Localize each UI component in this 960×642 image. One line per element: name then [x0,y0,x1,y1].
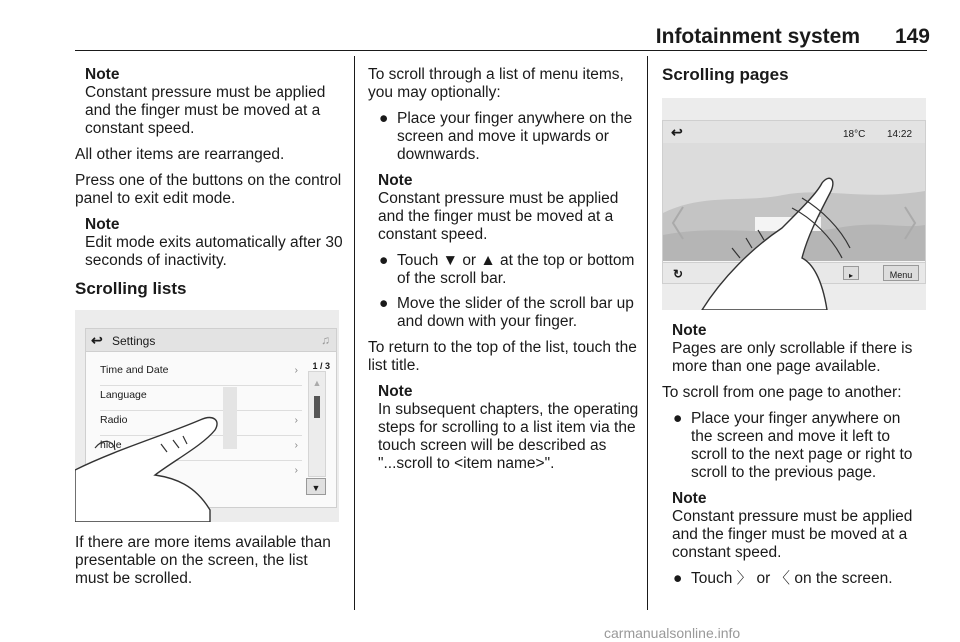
paragraph: All other items are rearranged. [75,146,285,163]
scrolling-pages-figure [662,98,926,310]
bullet-list [662,410,926,482]
clock: 14:22 [887,129,913,140]
paragraph: Press one of the buttons on the control panel to exit edit mode. [75,172,342,207]
list-item-text: Place your finger anywhere on the screen and move it upwards or downwards. [397,110,633,163]
column-1 [75,66,343,596]
header-rule [75,50,927,51]
bullet-icon: ● [673,410,683,427]
paragraph: To scroll from one page to another: [662,384,902,401]
bullet-list [368,110,640,164]
list-item [368,110,640,164]
note-text: Edit mode exits automatically after 30 seconds of inactivity. [85,234,343,269]
music-note-icon: ♫ [321,333,330,347]
bullet-icon: ● [379,252,389,269]
settings-screen-figure [75,310,339,522]
chevron-right-icon: › [294,414,298,426]
list-item-label: hicle [100,439,122,451]
list-item [368,252,640,288]
back-icon: ↩ [91,332,103,348]
note [672,490,926,562]
hand-gesture-illustration [75,310,339,522]
note-text: Constant pressure must be applied and the finger must be moved at a constant speed. [85,84,326,137]
play-icon: ▸ [843,266,859,280]
rotate-icon: ↻ [673,267,684,281]
chevron-right-icon: › [294,439,298,451]
page-number: 149 [894,25,930,48]
note [378,172,640,244]
list-item-text: Move the slider of the scroll bar up and down with your finger. [397,295,634,330]
screen-title: Settings [112,334,156,348]
note [85,216,343,270]
list-item-label: Radio [100,414,128,426]
bullet-icon: ● [379,110,389,127]
list-item-text: Touch 〉 or 〈 on the screen. [691,570,893,587]
note-label: Note [672,322,707,339]
chevron-right-icon: › [294,464,298,476]
bullet-icon: ● [673,570,683,587]
note [85,66,343,138]
note-text: Constant pressure must be applied and the finger must be moved at a constant speed. [378,190,619,243]
note-label: Note [85,216,120,233]
column-divider-1 [354,56,355,610]
bullet-icon: ● [379,295,389,312]
chevron-right-icon: › [294,364,298,376]
column-2 [368,66,640,481]
note-label: Note [85,66,120,83]
column-3 [662,66,926,596]
note [672,322,926,376]
paragraph: To return to the top of the list, touch the list title. [368,339,637,374]
list-item [662,410,926,482]
running-header-title: Infotainment system [655,25,860,48]
menu-button: Menu [883,265,919,281]
hand-gesture-illustration [662,98,926,310]
note-label: Note [378,172,413,189]
scroll-up-icon: ▲ [312,378,322,388]
section-heading: Scrolling lists [75,279,187,298]
page-indicator: 1 / 3 [312,361,330,371]
paragraph: To scroll through a list of menu items, you may optionally: [368,66,624,101]
list-item-text: Place your finger anywhere on the screen and move it left to scroll to the next page or right to scroll to the previous page. [691,410,913,481]
note-label: Note [378,383,413,400]
list-item-label: Language [100,389,147,401]
scroll-down-icon: ▼ [306,478,326,495]
list-item [662,570,926,588]
list-item-label: Time and Date [100,364,169,376]
bullet-list [662,570,926,588]
paragraph: If there are more items available than presentable on the screen, the list must be scrolled. [75,534,331,587]
column-divider-2 [647,56,648,610]
note-text: Pages are only scrollable if there is more than one page available. [672,340,913,375]
note-text: Constant pressure must be applied and the finger must be moved at a constant speed. [672,508,913,561]
list-item [368,295,640,331]
bullet-list [368,252,640,331]
note-label: Note [672,490,707,507]
note [378,383,640,473]
list-item-text: Touch ▼ or ▲ at the top or bottom of the scroll bar. [397,252,635,287]
back-icon: ↩ [671,124,683,140]
watermark: carmanualsonline.info [604,625,741,641]
temperature: 18°C [843,129,866,140]
note-text: In subsequent chapters, the operating steps for scrolling to a list item via the touch screen will be described as "...scroll to <item name>". [378,401,639,472]
section-heading: Scrolling pages [662,65,789,84]
